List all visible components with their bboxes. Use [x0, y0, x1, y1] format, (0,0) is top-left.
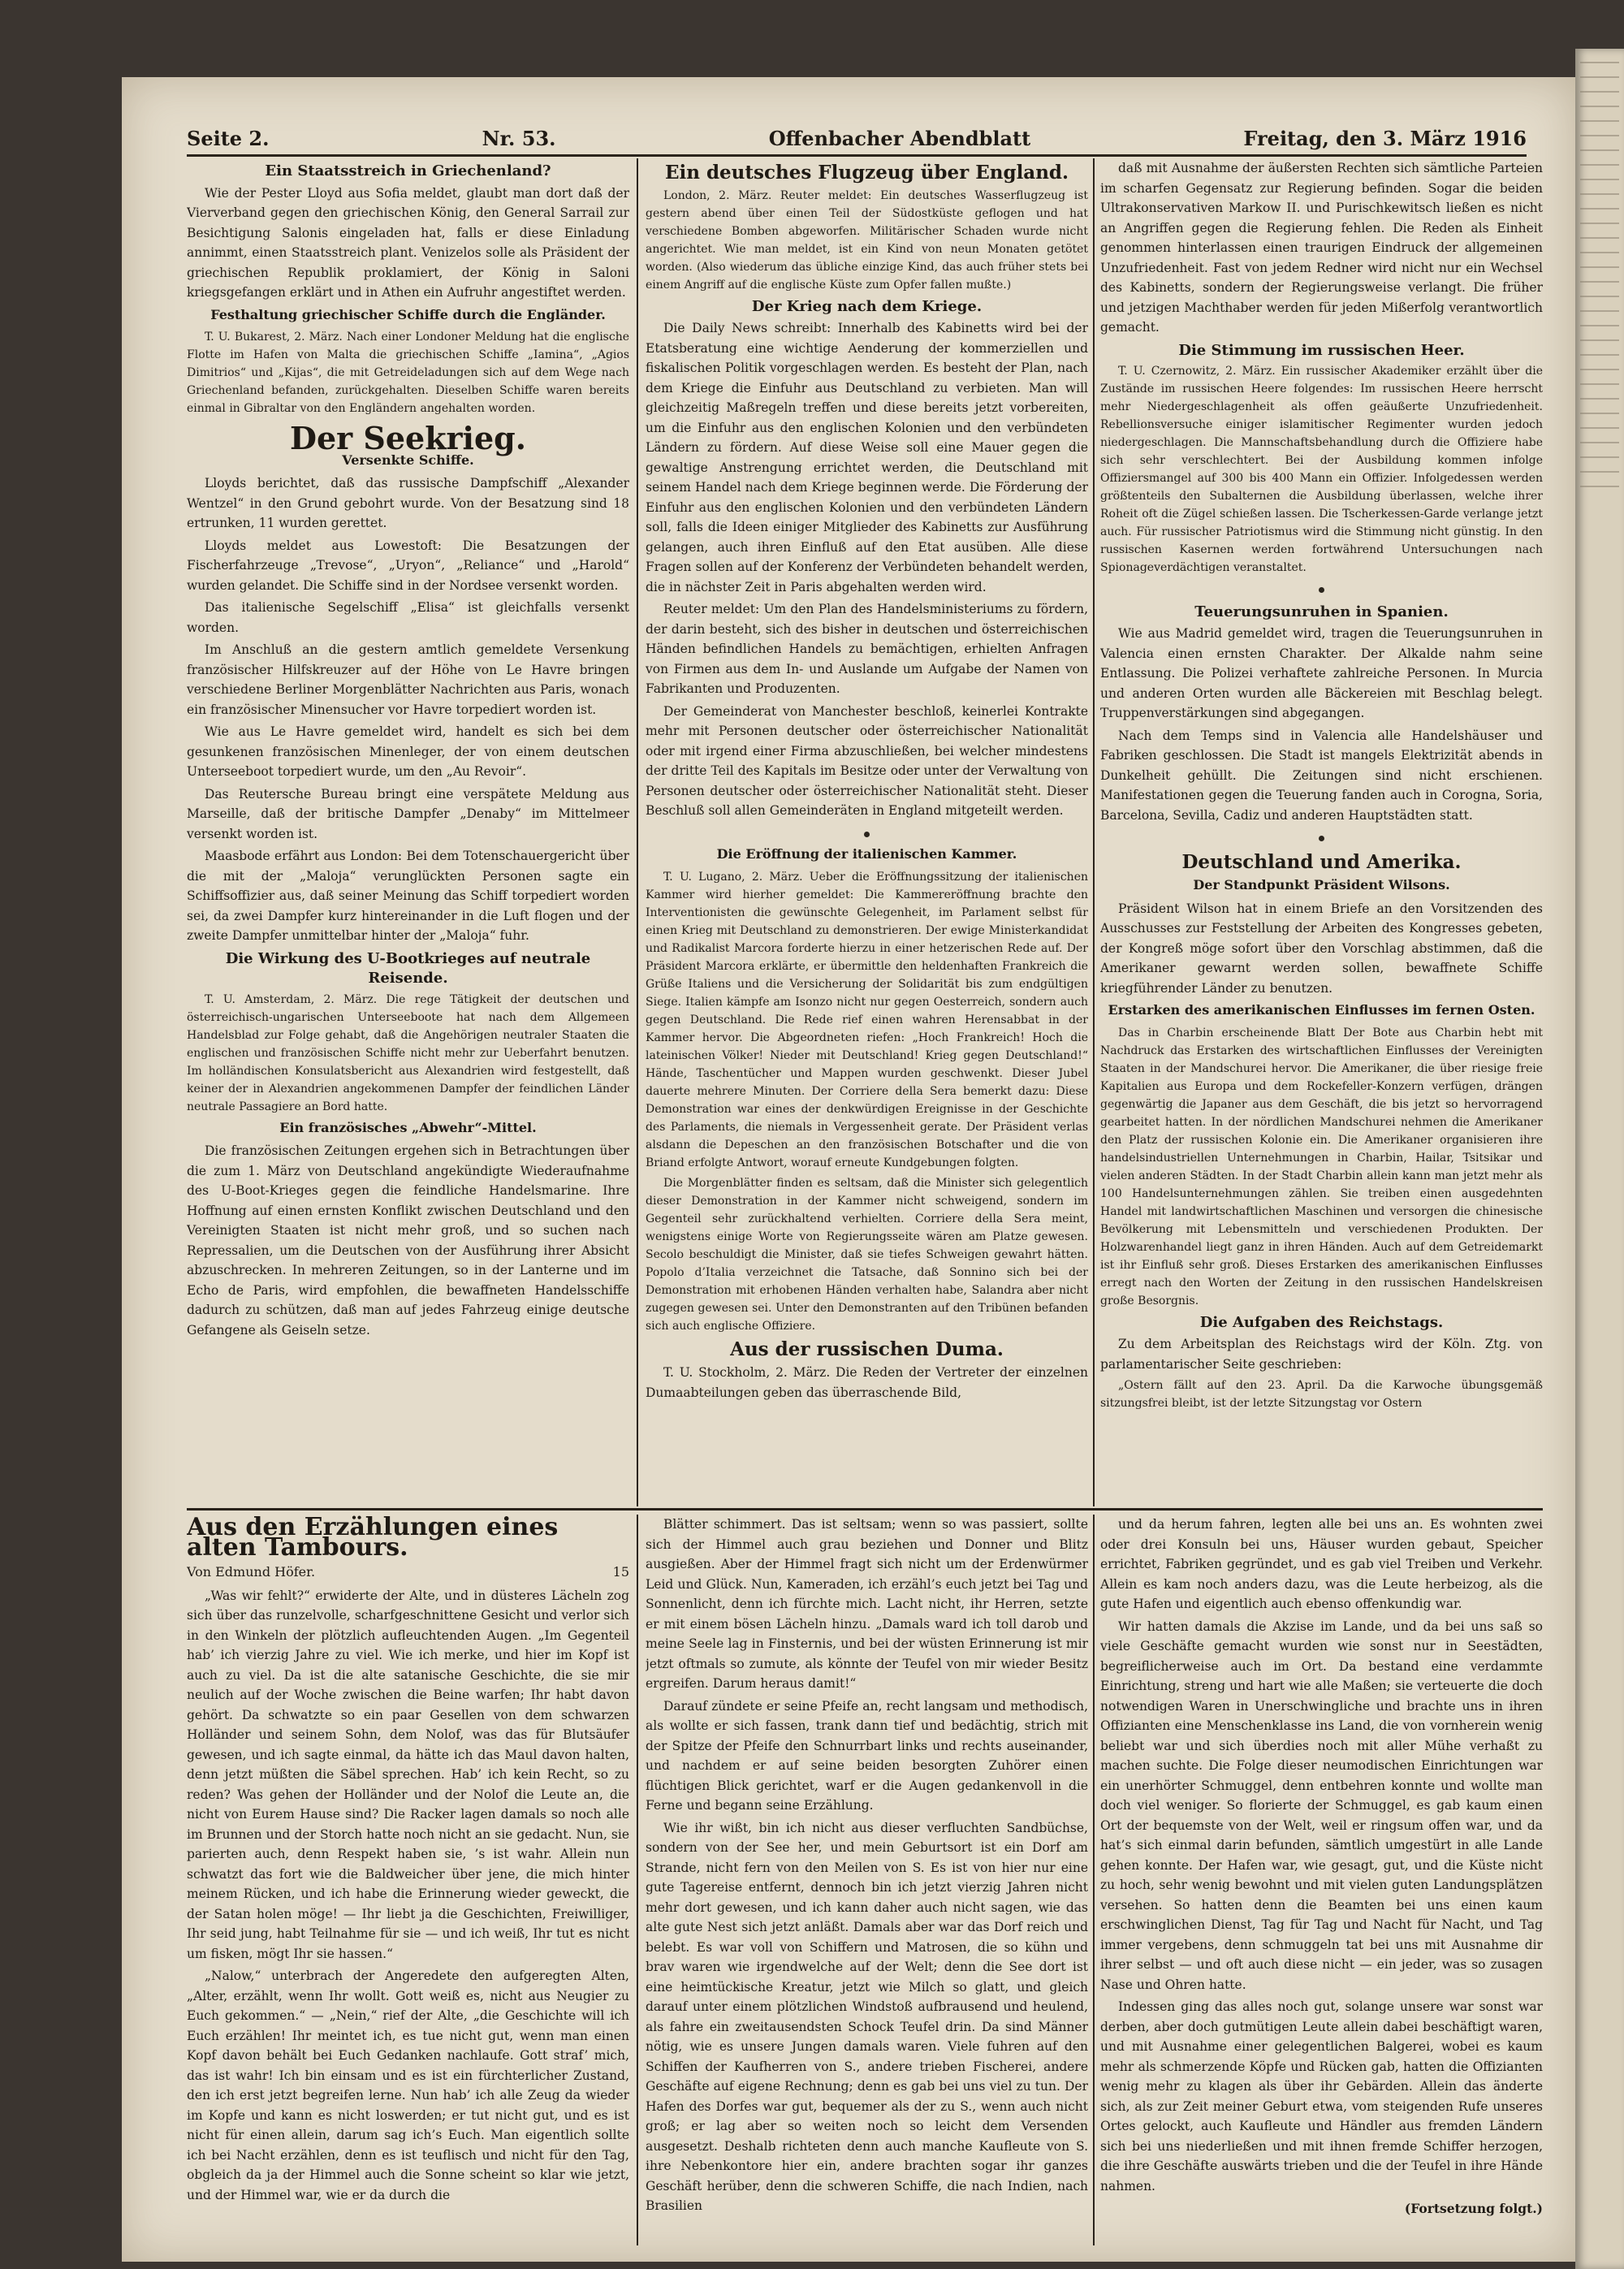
article-paragraph: T. U. Czernowitz, 2. März. Ein russischer Akademiker erzählt über die Zustände im russischen Heere folgendes: Im russischen Heere herrscht mehr Niedergeschlagenheit als offen geäußerte Unzufriedenheit. Rebellionsversuche einiger islamitischer Regimenter wurden jedoch niedergeschlagen. Die Mannschaftsbehandlung durch die Offiziere habe sich sehr verschlechtert. Bei der Ausbildung kommen infolge Offiziersmangel auf 300 bis 400 Mann ein Offizier. Infolgedessen werden größtenteils den Subalternen die Ausbildung überlassen, welche ihrer Roheit oft die Zügel schießen lassen. Die Tscherkessen-Garde verlange jetzt auch. Für russischer Patriotismus wird die Stimmung nicht günstig. In den russischen Kasernen werden fortwährend Untersuchungen nach Spionageverdächtigen veranstaltet. — [1100, 365, 1543, 574]
section-headline: Der Seekrieg. — [290, 420, 526, 456]
serial-paragraph: und da herum fahren, legten alle bei uns an. Es wohnten zwei oder drei Konsuln bei uns, Häuser wurden gebaut, Speicher errichtet, Fabriken gegründet, und es gab viel Treiben und Verkehr. Allein es kam noch anders dazu, was die Leute herbeizog, als die gute Hafen und eigentlich auch ebenso offenkundig war. — [1100, 1517, 1543, 1611]
article-headline: Die Wirkung des U-Bootkrieges auf neutrale Reisende. — [225, 949, 591, 987]
article-paragraph: Das Reutersche Bureau bringt eine verspätete Meldung aus Marseille, daß der britische Dampfer „Denaby“ im Mittelmeer versenkt worden ist. — [187, 786, 629, 841]
article-paragraph: Der Gemeinderat von Manchester beschloß, keinerlei Kontrakte mehr mit Personen deutscher oder österreichischer Nationalität oder mit irgend einer Firma abzuschließen, bei welcher mindestens der dritte Teil des Kapitals im Besitze oder unter der Verwaltung von Personen deutscher oder österreichischer Nationalität steht. Dieser Beschluß soll allen Gemeinderäten in England mitgeteilt werden. — [646, 703, 1088, 818]
article-paragraph: Präsident Wilson hat in einem Briefe an den Vorsitzenden des Ausschusses zur Feststellung der Arbeiten des Kongresses gebeten, der Kongreß möge sofort über den Vorschlag abstimmen, daß die Amerikaner gewarnt werden sollen, bewaffnete Schiffe kriegführender Länder zu benutzen. — [1100, 901, 1543, 996]
article-paragraph: Lloyds meldet aus Lowestoft: Die Besatzungen der Fischerfahrzeuge „Trevose“, „Uryon“, „Reliance“ und „Harold“ wurden gelandet. Die Schiffe sind in der Nordsee versenkt worden. — [187, 538, 629, 593]
article-headline: Aus der russischen Duma. — [730, 1338, 1004, 1360]
article-paragraph: T. U. Amsterdam, 2. März. Die rege Tätigkeit der deutschen und österreichisch-ungarischen Unterseeboote hat nach dem Allgemeen Handelsblad zur Folge gehabt, daß die Angehörigen neutraler Staaten die englischen und französischen Schiffe nicht mehr zur Ueberfahrt benutzen. Im holländischen Konsulatsbericht aus Alexandrien wird festgestellt, daß keiner der in Alexandrien angekommenen Dampfer der feindlichen Länder neutrale Passagiere an Bord hatte. — [187, 992, 629, 1113]
article-paragraph: Die Daily News schreibt: Innerhalb des Kabinetts wird bei der Etatsberatung eine wichtige Aenderung der kommerziellen und fiskalischen Politik vorgeschlagen werden. Es besteht der Plan, nach dem Kriege die Einfuhr aus Deutschland zu verbieten. Man will gleichzeitig Maßregeln treffen und diese bereits jetzt vorbereiten, um die Einfuhr aus den englischen Kolonien und den verbündeten Ländern zu fördern. Auf diese Weise soll eine Mauer gegen die gewaltige Anstrengung errichtet werden, die Deutschland mit seinem Handel nach dem Kriege beginnen werde. Die Förderung der Einfuhr aus den englischen Kolonien und den verbündeten Ländern soll, falls die Ideen einiger Mitglieder des Kabinetts zur Ausführung gelangen, auch ihren Einfluß auf den Etat ausüben. Alle diese Fragen sollen auf der Konferenz der Verbündeten behandelt werden, die in nächster Zeit in Paris abgehalten werden wird. — [646, 321, 1088, 594]
issue-number: Nr. 53. — [482, 126, 556, 150]
serial-paragraph: Darauf zündete er seine Pfeife an, recht langsam und methodisch, als wollte er sich fassen, trank dann tief und bedächtig, strich mit der Spitze der Pfeife den Schnurrbart links und rechts auseinander, und nachdem er auf seine beiden besorgten Zuhörer einen flüchtigen Blick gerichtet, warf er die Augen gedankenvoll in die Ferne und begann seine Erzählung. — [646, 1698, 1088, 1813]
serial-paragraph: „Nalow,“ unterbrach der Angeredete den aufgeregten Alten, „Alter, erzählt, wenn Ihr wollt. Gott weiß es, nicht aus Neugier zu Euch gekommen.“ — „Nein,“ rief der Alte, „die Geschichte will ich Euch erzählen! Ihr meintet ich, es tue nicht gut, wenn man einen Kopf davon behält bei Euch Gedanken nachlaufe. Gott straf’ mich, das ist wahr! Ich bin einsam und es ist ein fürchterlicher Zustand, den ich erst jetzt begreifen lerne. Nun hab’ ich alle Zeug da wieder im Kopfe und kann es nicht loswerden; er tut nicht gut, und es ist nicht für einen allein, darum sag ich’s Euch. Man eigentlich sollte ich bei Nacht erzählen, denn es ist teuflisch und nicht für den Tag, obgleich da ja der Himmel auch die Sonne scheint so klar wie jetzt, und der Himmel war, wie er da durch die — [187, 1969, 629, 2202]
separator-dot — [646, 823, 1088, 844]
article-paragraph: T. U. Lugano, 2. März. Ueber die Eröffnungssitzung der italienischen Kammer wird hierher gemeldet: Die Kammereröffnung brachte den Interventionisten die gewünschte Gelegenheit, im Parlament selbst für einen Krieg mit Deutschland zu demonstrieren. Der ewige Ministerkandidat und Radikalist Marcora forderte hierzu in einer hetzerischen Rede auf. Der Präsident Marcora erklärte, er übermittle den heldenhaften Frankreich die Grüße Italiens und die Versicherung der Solidarität bis zum endgültigen Siege. Italien kämpfe am Isonzo nicht nur gegen Oesterreich, sondern auch gegen Deutschland. Die Rede rief einen wahren Herensabbat in der Kammer hervor. Die Abgeordneten riefen: „Hoch Frankreich! Hoch die lateinischen Völker! Nieder mit Deutschland! Krieg gegen Deutschland!“ Hände, Taschentücher und Mappen wurden geschwenkt. Dieser Jubel dauerte mehrere Minuten. Der Corriere della Sera bemerkt dazu: Diese Demonstration war eines der denkwürdigen Ereignisse in der Geschichte des Parlaments, die niemals in Vergessenheit gerate. Der Präsident verlas alsdann die Depeschen an den französischen Botschafter und die von Briand erfolgte Antwort, worauf erneute Kundgebungen folgten. — [646, 870, 1088, 1169]
separator-dot — [1100, 828, 1543, 848]
article-headline: Die Stimmung im russischen Heer. — [1178, 341, 1465, 359]
article-paragraph: Nach dem Temps sind in Valencia alle Handelshäuser und Fabriken geschlossen. Die Stadt ist mangels Elektrizität abends in Dunkelheit gehüllt. Die Zeitungen sind nicht erschienen. Manifestationen gegen die Teuerung fanden auch in Corogna, Soria, Barcelona, Sevilla, Cadiz und anderen Hauptstädten statt. — [1100, 728, 1543, 823]
article-paragraph: „Ostern fällt auf den 23. April. Da die Karwoche übungsgemäß sitzungsfrei bleibt, ist der letzte Sitzungstag vor Ostern — [1100, 1379, 1543, 1410]
serial-paragraph: Wie ihr wißt, bin ich nicht aus dieser verfluchten Sandbüchse, sondern von der See her, und mein Geburtsort ist ein Dorf am Strande, nicht fern von den Meilen von S. Es ist von hier nur eine gute Tagereise entfernt, dennoch bin ich jetzt vierzig Jahren nicht mehr dort gewesen, und ich kann daher auch nicht sagen, wie das alte gute Nest sich jetzt anläßt. Damals aber war das Dorf reich und belebt. Es war voll von Schiffern und Matrosen, die so kühn und brav waren wie irgendwelche auf der Welt; denn die See dort ist eine heimtückische Kreatur, jetzt wie Milch so glatt, und gleich darauf unter einem plötzlichen Windstoß aufbrausend und heulend, als fahre ein zweitausendsten Schock Teufel drin. Da sind Männer nötig, wie es unsere Jungen damals waren. Viele fuhren auf den Schiffen der Kaufherren von S., andere trieben Fischerei, andere Geschäfte auf eigene Rechnung; denn es gab bei uns viel zu tun. Der Hafen des Dorfes war gut, bequemer als der zu S., wenn auch nicht groß; er lag aber so weiten noch so leicht dem Versenden ausgesetzt. Deshalb richteten denn auch manche Kaufleute von S. ihre Nebenkontore hier ein, andere brachten sogar ihr ganzes Geschäft herüber, denn die schweren Schiffe, die nach Indien, nach Brasilien — [646, 1820, 1088, 2213]
serial-author: Von Edmund Höfer. — [187, 1564, 316, 1580]
article-paragraph: T. U. Stockholm, 2. März. Die Reden der Vertreter der einzelnen Dumaabteilungen geben das überraschende Bild, — [646, 1365, 1088, 1400]
article-headline: Erstarken des amerikanischen Einflusses im fernen Osten. — [1108, 1002, 1535, 1018]
article-paragraph: Das in Charbin erscheinende Blatt Der Bote aus Charbin hebt mit Nachdruck das Erstarken des wirtschaftlichen Einflusses der Vereinigten Staaten in der Mandschurei hervor. Die Amerikaner, die über riesige freie Kapitalien aus Europa und dem Rockefeller-Konzern verfügen, drängen gegenwärtig die Japaner aus dem Geschäft, die bis jetzt so hervorragend gearbeitet hatten. In der nördlichen Mandschurei nehmen die Amerikaner den Platz der russischen Kolonie ein. Die Amerikaner organisieren ihre handelsindustriellen Unternehmungen in Charbin, Hailar, Tsitsikar und vielen anderen Städten. In der Stadt Charbin allein kann man jetzt mehr als 100 Handelsunternehmungen zählen. Sie treiben einen ausgedehnten Handel mit landwirtschaftlichen Maschinen und versorgen die chinesische Bevölkerung mit Lebensmitteln und verschiedenen Produkten. Der Holzwarenhandel liegt ganz in ihren Händen. Auch auf dem Getreidemarkt ist ihr Einfluß sehr groß. Dieses Erstarken des amerikanischen Einflusses erregt nach den Worten der Zeitung in den russischen Handelskreisen große Besorgnis. — [1100, 1026, 1543, 1307]
article-paragraph: Die französischen Zeitungen ergehen sich in Betrachtungen über die zum 1. März von Deutschland angekündigte Wiederaufnahme des U-Boot-Krieges gegen die feindliche Handelsmarine. Ihre Hoffnung auf einen ernsten Konflikt zwischen Deutschland und den Vereinigten Staaten ist nicht mehr groß, und so suchen nach Repressalien, um die Deutschen von der Ausführung ihrer Absicht abzuschrecken. In mehreren Zeitungen, so in der Lanterne und im Echo de Paris, wird empfohlen, die bewaffneten Handelsschiffe dadurch zu schützen, daß man auf jedes Fahrzeug einige deutsche Gefangene als Geiseln setze. — [187, 1143, 629, 1338]
masthead — [187, 122, 1527, 157]
article-paragraph: Wie aus Madrid gemeldet wird, tragen die Teuerungsunruhen in Valencia einen ernsten Charakter. Der Alkalde nahm seine Entlassung. Die Polizei verhaftete zahlreiche Personen. In Murcia und anderen Orten wurden alle Bäckereien mit Beschlag belegt. Truppenverstärkungen sind abgegangen. — [1100, 626, 1543, 720]
article-headline: Die Eröffnung der italienischen Kammer. — [716, 846, 1017, 862]
article-headline: Deutschland und Amerika. — [1181, 850, 1462, 873]
article-headline: Der Krieg nach dem Kriege. — [751, 297, 983, 315]
column-1 — [187, 158, 629, 1506]
article-headline: Ein deutsches Flugzeug über England. — [664, 162, 1069, 184]
serial-installment: 15 — [612, 1564, 629, 1580]
feuilleton-column-1 — [187, 1515, 629, 2245]
article-headline: Teuerungsunruhen in Spanien. — [1194, 603, 1449, 620]
feuilleton-divider — [187, 1508, 1543, 1511]
continuation-note: (Fortsetzung folgt.) — [1404, 2201, 1543, 2216]
separator-dot — [1100, 579, 1543, 599]
article-headline: Die Aufgaben des Reichstags. — [1199, 1313, 1444, 1331]
article-paragraph: Reuter meldet: Um den Plan des Handelsministeriums zu fördern, der darin besteht, sich des bisher in deutschen und österreichischen Händen befindlichen Handels zu bemächtigen, erhielten Anfragen von Firmen aus dem In- und Auslande um Aufgabe der Namen von Fabrikanten und Produzenten. — [646, 602, 1088, 696]
serial-paragraph: Blätter schimmert. Das ist seltsam; wenn so was passiert, sollte sich der Himmel auch grau beziehen und Donner und Blitz ausgießen. Aber der Himmel fragt sich nicht um der Erdenwürmer Leid und Glück. Nun, Kameraden, ich erzähl’s euch jetzt bei Tag und Sonnenlicht, denn ich fürchte mich. Lacht nicht, ihr Herren, setzte er mit einem bösen Lächeln hinzu. „Damals ward ich toll darob und meine Seele lag in Finsternis, und bei der wüsten Erinnerung ist mir jetzt oftmals so zumute, als könnte der Teufel von mir wieder Besitz ergreifen. Darum heraus damit!“ — [646, 1517, 1088, 1691]
column-divider — [637, 1515, 638, 2245]
article-headline: Ein französisches „Abwehr“-Mittel. — [279, 1119, 537, 1135]
article-paragraph: daß mit Ausnahme der äußersten Rechten sich sämtliche Parteien im scharfen Gegensatz zur Regierung befinden. Sogar die beiden Ultrakonservativen Markow II. und Purischkewitsch ließen es nicht an Angriffen gegen die Regierung fehlen. Die Reden als Einheit genommen hinterlassen einen traurigen Eindruck der allgemeinen Unzufriedenheit. Fast von jedem Redner wird nicht nur ein Wechsel des Kabinetts, sondern der Regierungsweise verlangt. Die früher und jetzigen Machthaber werden für jeden Mißerfolg verantwortlich gemacht. — [1100, 161, 1543, 335]
column-divider — [1093, 1515, 1095, 2245]
article-subheadline: Versenkte Schiffe. — [342, 452, 474, 468]
article-paragraph: Maasbode erfährt aus London: Bei dem Totenschauergericht über die mit der „Maloja“ verunglückten Personen sagte ein Schiffsoffizier aus, daß seiner Meinung das Schiff torpediert worden sei, da zwei Dampfer kurz hintereinander in die Luft flogen und der zweite Dampfer unmittelbar hinter der „Maloja“ fuhr. — [187, 849, 629, 943]
column-3 — [1100, 158, 1543, 1506]
article-paragraph: Lloyds berichtet, daß das russische Dampfschiff „Alexander Wentzel“ in den Grund gebohrt wurde. Von der Besatzung sind 18 ertrunken, 11 wurden gerettet. — [187, 476, 629, 530]
article-paragraph: Wie der Pester Lloyd aus Sofia meldet, glaubt man dort daß der Vierverband gegen den griechischen König, den General Sarrail zur Besichtigung Salonis eingeladen hat, falls er diese Einladung annimmt, einen Staatsstreich plant. Venizelos solle als Präsident der griechischen Republik proklamiert, der König in Saloni kriegsgefangen erklärt und in Athen ein Aufruhr angestiftet werden. — [187, 185, 629, 300]
article-headline: Ein Staatsstreich in Griechenland? — [265, 162, 551, 179]
page-number: Seite 2. — [187, 126, 270, 150]
column-2 — [646, 158, 1088, 1506]
article-paragraph: Zu dem Arbeitsplan des Reichstags wird der Köln. Ztg. von parlamentarischer Seite geschrieben: — [1100, 1337, 1543, 1372]
issue-date: Freitag, den 3. März 1916 — [1243, 126, 1527, 150]
article-paragraph: Die Morgenblätter finden es seltsam, daß die Minister sich gelegentlich dieser Demonstration in der Kammer nicht schweigend, sondern im Gegenteil sehr zurückhaltend verhielten. Corriere della Sera meint, wenigstens einige Worte von Regierungsseite wären am Platze gewesen. Secolo beschuldigt die Minister, daß sie tiefes Schweigen gewahrt hätten. Popolo d’Italia verzeichnet die Tatsache, daß Sonnino sich bei der Demonstration mit erhobenen Händen verhalten habe, Salandra aber nicht zugegen gewesen sei. Unter den Demonstranten auf den Tribünen befanden sich auch englische Offiziere. — [646, 1176, 1088, 1333]
serial-paragraph: Indessen ging das alles noch gut, solange unsere war sonst war derben, aber doch gutmütigen Leute allein dabei beschäftigt waren, und mit Ausnahme einer gelegentlichen Balgerei, wobei es kaum mehr als schmerzende Köpfe und Rücken gab, hatten die Offizianten wenig mehr zu klagen als über ihr Gebärden. Allein das änderte sich, als zur Zeit meiner Geburt etwa, vom steigenden Rufe unseres Ortes gelockt, auch Kaufleute und Händler aus fremden Ländern sich bei uns niederließen und mit ihnen fremde Schiffer herzogen, die ihre Geschäfte auswärts trieben und die der Teufel in ihre Hände nahmen. — [1100, 1999, 1543, 2193]
serial-paragraph: Wir hatten damals die Akzise im Lande, und da bei uns saß so viele Geschäfte gemacht wurden wie sonst nur in Seestädten, begreiflicherweise auch im Ort. Da bestand eine verdammte Einrichtung, streng und hart wie alle Maßen; sie verteuerte die doch notwendigen Waren in Unerschwingliche und brachte uns in ihren Offizianten eine Menschenklasse ins Land, die von vornherein wenig beliebt war und sich überdies noch mit aller Mühe verhaßt zu machen suchte. Die Folge dieser neumodischen Einrichtungen war ein unerhörter Schmuggel, denn entbehren konnte und wollte man doch viel weniger. So florierte der Schmuggel, es gab kaum einen Ort der bequemste von der Welt, weil er ringsum offen war, und da hat’s sich einmal darin befunden, sämtlich umgestürt in alle Lande gehen konnte. Der Hafen war, wie gesagt, gut, und die Küste nicht zu hoch, sehr wenig bewohnt und mit vielen guten Landungsplätzen versehen. So hatten denn die Beamten bei uns einen kaum erschwinglichen Dienst, Tag für Tag und Nacht für Nacht, und Tag immer vergebens, denn schmuggeln tat bei uns mit Ausnahme dir ihrer selbst — und oft auch diese nicht — ein jeder, was so zusagen Nase und Ohren hatte. — [1100, 1619, 1543, 1992]
column-divider — [637, 158, 638, 1506]
article-paragraph: Das italienische Segelschiff „Elisa“ ist gleichfalls versenkt worden. — [187, 600, 629, 635]
newspaper-page — [122, 77, 1575, 2262]
serial-title: Aus den Erzählungen eines alten Tambours. — [187, 1515, 559, 1562]
serial-paragraph: „Was wir fehlt?“ erwiderte der Alte, und in düsteres Lächeln zog sich über das runzelvolle, scharfgeschnittene Gesicht und verlor sich in den Winkeln der plötzlich aufleuchtenden Augen. „Im Gegenteil hab’ ich vierzig Jahre zu viel. Wie ich merke, und hier im Kopf ist auch zu viel. Da ist die alte satanische Geschichte, die sie mir neulich auf der Woche zwischen die Beine warfen; Ihr habt davon gehört. Da schwatzte so ein paar Gesellen von dem schwarzen Holländer und seinem Sohn, dem Nolof, was das für Blutsäufer gewesen, und ich sagte einmal, da hätte ich das Maul davon halten, denn jetzt müßten die Säbel sprechen. Hab’ ich kein Recht, so zu reden? Was gehen der Holländer und der Nolof die Leute an, die nicht von Eurem Hause sind? Die Racker lagen damals so noch alle im Brunnen und der Storch hatte noch nicht an sie gedacht. Nun, sie parierten auch, denn Respekt haben sie, ’s ist wahr. Allein nun schwatzt das fort wie die Baldweicher über jene, die mich hinter meinem Rücken, und ich habe die Erinnerung wieder geweckt, die der Satan holen möge! — Ihr liebt ja die Geschichten, Freiwilliger, Ihr seid jung, habt Teilnahme für sie — und ich weiß, Ihr tut es nicht um fisken, mögt Ihr sie hassen.“ — [187, 1588, 629, 1961]
article-subheadline: Der Standpunkt Präsident Wilsons. — [1193, 877, 1450, 892]
adjacent-page-edge — [1575, 49, 1624, 2269]
article-paragraph: Im Anschluß an die gestern amtlich gemeldete Versenkung französischer Hilfskreuzer auf der Höhe von Le Havre bringen verschiedene Berliner Morgenblätter Nachrichten aus Paris, wonach ein französischer Minensucher vor Havre torpediert worden ist. — [187, 642, 629, 717]
feuilleton-column-2 — [646, 1515, 1088, 2245]
feuilleton-column-3 — [1100, 1515, 1543, 2245]
article-headline: Festhaltung griechischer Schiffe durch die Engländer. — [210, 306, 606, 322]
article-paragraph: Wie aus Le Havre gemeldet wird, handelt es sich bei dem gesunkenen französischen Minenleger, der von einem deutschen Unterseeboot torpediert wurde, um den „Au Revoir“. — [187, 724, 629, 779]
paper-title: Offenbacher Abendblatt — [768, 126, 1031, 150]
article-paragraph: T. U. Bukarest, 2. März. Nach einer Londoner Meldung hat die englische Flotte im Hafen von Malta die griechischen Schiffe „Iamina“, „Agios Dimitrios“ und „Kijas“, die mit Getreideladungen sich auf dem Wege nach Griechenland befanden, zurückgehalten. Dieselben Schiffe waren bereits einmal in Gibraltar von den Engländern angehalten worden. — [187, 331, 629, 415]
article-paragraph: London, 2. März. Reuter meldet: Ein deutsches Wasserflugzeug ist gestern abend über einen Teil der Südostküste geflogen und hat verschiedene Bomben abgeworfen. Militärischer Schaden wurde nicht angerichtet. Wie man meldet, ist ein Kind von neun Monaten getötet worden. (Also wiederum das übliche einzige Kind, das auch früher stets bei einem Angriff auf die englische Küste zum Opfer fallen mußte.) — [646, 188, 1088, 292]
column-divider — [1093, 158, 1095, 1506]
